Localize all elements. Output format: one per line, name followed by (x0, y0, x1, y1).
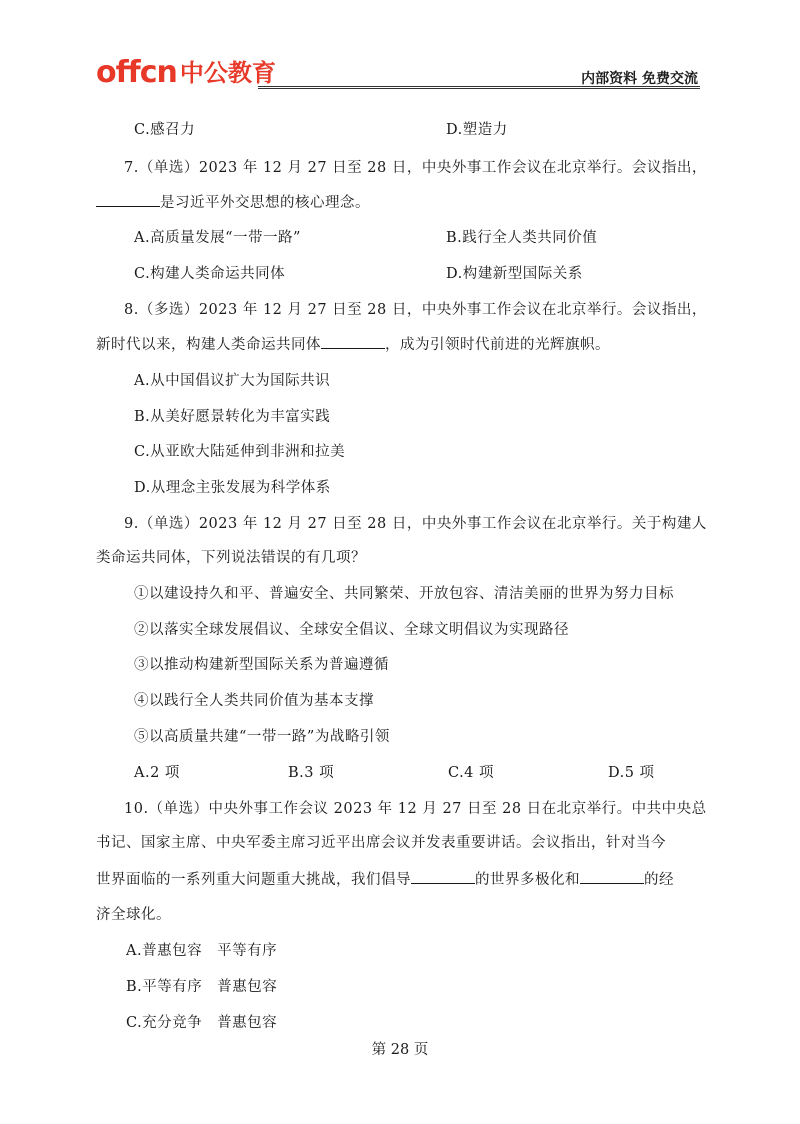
page-header (96, 56, 700, 96)
q9-statement-3: ③以推动构建新型国际关系为普遍遵循 (134, 657, 389, 673)
q7-option-a: A.高质量发展“一带一路” (134, 230, 301, 246)
fill-blank (321, 334, 385, 349)
logo-latin-text: offcn (96, 55, 177, 90)
q9-stem-line1: 9.（单选）2023 年 12 月 27 日至 28 日，中央外事工作会议在北京举行。关于构建人 (124, 516, 707, 532)
offcn-logo (96, 55, 276, 90)
q7-stem-line1: 7.（单选）2023 年 12 月 27 日至 28 日，中央外事工作会议在北京举行。会议指出， (124, 160, 707, 176)
q7-option-c: C.构建人类命运共同体 (134, 266, 286, 282)
q10-stem-line4: 济全球化。 (96, 907, 171, 923)
q8-option-c: C.从亚欧大陆延伸到非洲和拉美 (134, 444, 346, 460)
page-number: 第 28 页 (371, 1042, 429, 1058)
q10-stem-line1: 10.（单选）中央外事工作会议 2023 年 12 月 27 日至 28 日在北京举行。中共中央总 (124, 801, 707, 817)
q9-statement-1: ①以建设持久和平、普遍安全、共同繁荣、开放包容、清洁美丽的世界为努力目标 (134, 586, 674, 602)
q10-stem-post: 的经 (644, 872, 674, 888)
q9-stem-line2: 类命运共同体，下列说法错误的有几项？ (96, 550, 366, 566)
fill-blank (580, 869, 644, 884)
q8-stem-line1: 8.（多选）2023 年 12 月 27 日至 28 日，中央外事工作会议在北京举行。会议指出， (124, 302, 707, 318)
q7-stem-text: 是习近平外交思想的核心理念。 (160, 195, 370, 211)
q8-option-b: B.从美好愿景转化为丰富实践 (134, 409, 331, 425)
q10-stem-mid: 的世界多极化和 (475, 872, 580, 888)
logo-chinese-text: 中公教育 (179, 59, 276, 87)
q8-stem-pre: 新时代以来，构建人类命运共同体 (96, 337, 321, 353)
q9-statement-4: ④以践行全人类共同价值为基本支撑 (134, 693, 374, 709)
q7-option-b: B.践行全人类共同价值 (446, 230, 598, 246)
q7-stem-line2 (96, 192, 370, 213)
fill-blank (96, 192, 160, 207)
q9-option-d: D.5 项 (608, 765, 655, 781)
q8-stem-line2 (96, 334, 610, 355)
q9-statement-5: ⑤以高质量共建“一带一路”为战略引领 (134, 729, 390, 745)
fill-blank (411, 869, 475, 884)
q9-option-b: B.3 项 (288, 765, 335, 781)
q9-option-c: C.4 项 (448, 765, 495, 781)
q10-option-c: C.充分竞争 普惠包容 (126, 1015, 278, 1031)
q10-option-a: A.普惠包容 平等有序 (126, 943, 278, 959)
q8-option-d: D.从理念主张发展为科学体系 (134, 480, 331, 496)
q10-stem-line2: 书记、国家主席、中央军委主席习近平出席会议并发表重要讲话。会议指出，针对当今 (96, 835, 666, 851)
header-note: 内部资料 免费交流 (581, 71, 698, 87)
q6-option-d: D.塑造力 (446, 122, 508, 138)
q9-statement-2: ②以落实全球发展倡议、全球安全倡议、全球文明倡议为实现路径 (134, 622, 569, 638)
q7-option-d: D.构建新型国际关系 (446, 266, 583, 282)
q6-option-c: C.感召力 (134, 122, 196, 138)
q8-option-a: A.从中国倡议扩大为国际共识 (134, 373, 331, 389)
q10-option-b: B.平等有序 普惠包容 (126, 979, 278, 995)
q10-stem-line3 (96, 869, 674, 890)
q8-stem-post: ，成为引领时代前进的光辉旗帜。 (385, 337, 610, 353)
q9-option-a: A.2 项 (134, 765, 180, 781)
q10-stem-pre: 世界面临的一系列重大问题重大挑战，我们倡导 (96, 872, 411, 888)
